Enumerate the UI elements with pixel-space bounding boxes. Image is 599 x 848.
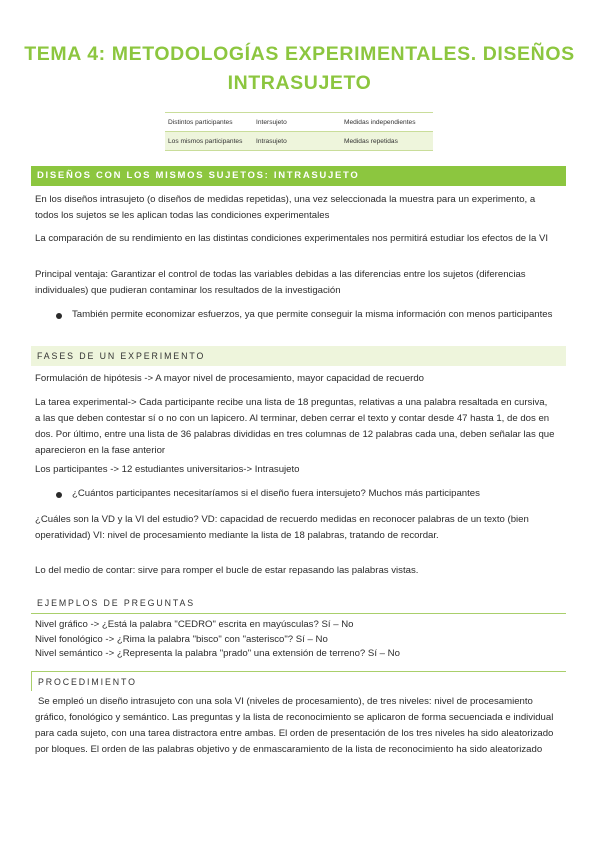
- section-heading-ejemplos: EJEMPLOS DE PREGUNTAS: [31, 592, 566, 614]
- document-title: TEMA 4: METODOLOGÍAS EXPERIMENTALES. DISEÑOS INTRASUJETO: [24, 43, 575, 94]
- bullet-icon: [56, 492, 62, 498]
- section-heading-procedimiento: PROCEDIMIENTO: [31, 671, 566, 691]
- design-table: [165, 112, 433, 151]
- bullet-text: ¿Cuántos participantes necesitaríamos si el diseño fuera intersujeto? Muchos más participantes: [72, 488, 480, 499]
- table-row: [165, 132, 433, 151]
- table-cell: Distintos participantes: [165, 113, 253, 132]
- paragraph: ¿Cuáles son la VD y la VI del estudio? VD: capacidad de recuerdo medidas en reconocer palabras de un texto (bien operatividad) VI: nivel de procesamiento mediante la lista de 18 palabras, tratando de recordar.: [35, 514, 529, 541]
- table-cell: Intrasujeto: [253, 132, 341, 151]
- table-row: [165, 113, 433, 132]
- paragraph: La comparación de su rendimiento en las distintas condiciones experimentales nos permitirá estudiar los efectos de la VI: [35, 233, 549, 244]
- paragraph: La tarea experimental-> Cada participante recibe una lista de 18 preguntas, relativas a una palabra resaltada en cursiva, a las que deben contestar sí o no con un lapicero. Al terminar, deben cerrar el texto y contar desde 47 hasta 1, de dos en dos. Por último, entre una lista de 36 palabras divididas en tres columnas de 12 palabras cada una, deben señalar las que aparecieron en la fase anterior: [35, 397, 555, 456]
- table-cell: Medidas independientes: [341, 113, 433, 132]
- paragraph: En los diseños intrasujeto (o diseños de medidas repetidas), una vez seleccionada la muestra para un experimento, a todos los sujetos se les aplican todas las condiciones experimentales: [35, 194, 536, 221]
- table-cell: Intersujeto: [253, 113, 341, 132]
- question-line: Nivel gráfico -> ¿Está la palabra "CEDRO" escrita en mayúsculas? Sí – No: [35, 619, 354, 630]
- section-heading-fases: FASES DE UN EXPERIMENTO: [31, 346, 566, 366]
- paragraph: Lo del medio de contar: sirve para romper el bucle de estar repasando las palabras vistas.: [35, 565, 419, 576]
- question-line: Nivel fonológico -> ¿Rima la palabra "bisco" con "asterisco"? Sí – No: [35, 634, 328, 645]
- table-cell: Los mismos participantes: [165, 132, 253, 151]
- paragraph: Se empleó un diseño intrasujeto con una sola VI (niveles de procesamiento), de tres niveles: nivel de procesamiento gráfico, fonológico y semántico. Las preguntas y la lista de reconocimiento se aplicaron de forma secuenciada e individual para cada sujeto, con una tarea distractora entre ambas. El orden de presentación de los tres niveles ha sido aleatorizado por bloques. El orden de las palabras objetivo y de enmascaramiento de la lista de reconocimiento ha sido aleatorizado: [35, 696, 554, 755]
- bullet-icon: [56, 313, 62, 319]
- question-line: Nivel semántico -> ¿Representa la palabra "prado" una extensión de terreno? Sí – No: [35, 648, 400, 659]
- paragraph: Los participantes -> 12 estudiantes universitarios-> Intrasujeto: [35, 464, 300, 475]
- paragraph: Principal ventaja: Garantizar el control de todas las variables debidas a las diferencias entre los sujetos (diferencias individuales) que pudieran contaminar los resultados de la investigación: [35, 269, 526, 296]
- bullet-text: También permite economizar esfuerzos, ya que permite conseguir la misma información con menos participantes: [72, 309, 553, 320]
- table-cell: Medidas repetidas: [341, 132, 433, 151]
- paragraph: Formulación de hipótesis -> A mayor nivel de procesamiento, mayor capacidad de recuerdo: [35, 373, 425, 384]
- section-heading-intrasujeto: DISEÑOS CON LOS MISMOS SUJETOS: INTRASUJETO: [31, 166, 566, 186]
